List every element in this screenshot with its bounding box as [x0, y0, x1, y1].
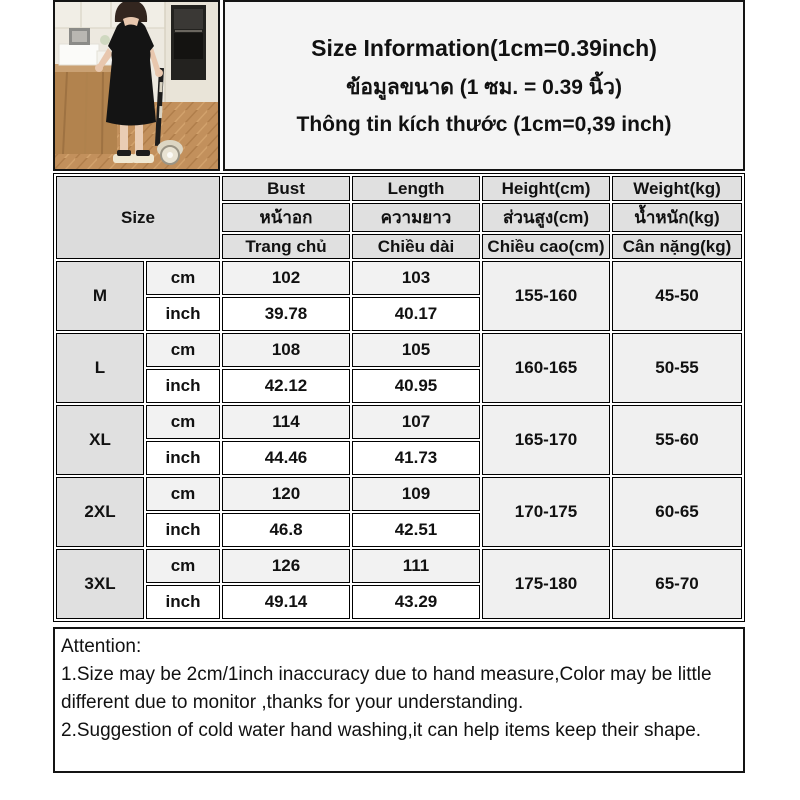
bust-cm-m: 102: [222, 261, 350, 295]
size-corner-cell: Size: [56, 176, 220, 259]
length-cm-xl: 107: [352, 405, 480, 439]
length-cm-3xl: 111: [352, 549, 480, 583]
table-row-m-cm: [56, 261, 742, 295]
attention-note: [53, 627, 745, 773]
height-range-l: 160-165: [482, 333, 610, 403]
product-photo: [53, 0, 220, 171]
unit-cm: cm: [146, 477, 220, 511]
attention-line-2: 2.Suggestion of cold water hand washing,it can help items keep their shape.: [61, 719, 702, 741]
table-row-3xl-cm: [56, 549, 742, 583]
col-head-length-vi: Chiều dài: [352, 234, 480, 259]
height-range-m: 155-160: [482, 261, 610, 331]
unit-inch: inch: [146, 441, 220, 475]
bust-inch-xl: 44.46: [222, 441, 350, 475]
col-head-weight-en: Weight(kg): [612, 176, 742, 201]
size-table: [53, 173, 745, 622]
col-head-weight-vi: Cân nặng(kg): [612, 234, 742, 259]
unit-inch: inch: [146, 297, 220, 331]
bust-cm-l: 108: [222, 333, 350, 367]
size-label-m: M: [56, 261, 144, 331]
size-label-3xl: 3XL: [56, 549, 144, 619]
bust-cm-xl: 114: [222, 405, 350, 439]
col-head-bust-th: หน้าอก: [222, 203, 350, 232]
unit-inch: inch: [146, 369, 220, 403]
height-range-xl: 165-170: [482, 405, 610, 475]
table-row-xl-cm: [56, 405, 742, 439]
unit-cm: cm: [146, 405, 220, 439]
weight-range-m: 45-50: [612, 261, 742, 331]
unit-inch: inch: [146, 585, 220, 619]
product-photo-illustration: [55, 2, 218, 169]
size-label-xl: XL: [56, 405, 144, 475]
col-head-weight-th: น้ำหนัก(kg): [612, 203, 742, 232]
size-label-2xl: 2XL: [56, 477, 144, 547]
length-inch-xl: 41.73: [352, 441, 480, 475]
title-vietnamese: Thông tin kích thước (1cm=0,39 inch): [296, 112, 672, 136]
unit-cm: cm: [146, 261, 220, 295]
length-inch-2xl: 42.51: [352, 513, 480, 547]
col-head-height-vi: Chiều cao(cm): [482, 234, 610, 259]
length-cm-m: 103: [352, 261, 480, 295]
length-cm-l: 105: [352, 333, 480, 367]
height-range-2xl: 170-175: [482, 477, 610, 547]
attention-line-1: 1.Size may be 2cm/1inch inaccuracy due to hand measure,Color may be little different due to monitor ,thanks for your understanding.: [61, 663, 712, 713]
bust-inch-m: 39.78: [222, 297, 350, 331]
unit-cm: cm: [146, 333, 220, 367]
title-thai: ข้อมูลขนาด (1 ซม. = 0.39 นิ้ว): [346, 75, 622, 99]
col-head-length-th: ความยาว: [352, 203, 480, 232]
col-head-height-th: ส่วนสูง(cm): [482, 203, 610, 232]
col-head-length-en: Length: [352, 176, 480, 201]
table-row-l-cm: [56, 333, 742, 367]
bust-inch-2xl: 46.8: [222, 513, 350, 547]
weight-range-xl: 55-60: [612, 405, 742, 475]
length-inch-m: 40.17: [352, 297, 480, 331]
size-label-l: L: [56, 333, 144, 403]
table-header-row-en: [56, 176, 742, 201]
title-english: Size Information(1cm=0.39inch): [311, 34, 657, 61]
weight-range-2xl: 60-65: [612, 477, 742, 547]
length-inch-l: 40.95: [352, 369, 480, 403]
table-row-2xl-cm: [56, 477, 742, 511]
col-head-bust-vi: Trang chủ: [222, 234, 350, 259]
height-range-3xl: 175-180: [482, 549, 610, 619]
col-head-height-en: Height(cm): [482, 176, 610, 201]
col-head-bust-en: Bust: [222, 176, 350, 201]
length-cm-2xl: 109: [352, 477, 480, 511]
bust-inch-3xl: 49.14: [222, 585, 350, 619]
attention-title: Attention:: [61, 636, 142, 657]
weight-range-3xl: 65-70: [612, 549, 742, 619]
top-section: [53, 0, 745, 171]
bust-cm-3xl: 126: [222, 549, 350, 583]
bust-inch-l: 42.12: [222, 369, 350, 403]
size-info-title-panel: [223, 0, 745, 171]
length-inch-3xl: 43.29: [352, 585, 480, 619]
weight-range-l: 50-55: [612, 333, 742, 403]
unit-inch: inch: [146, 513, 220, 547]
bust-cm-2xl: 120: [222, 477, 350, 511]
unit-cm: cm: [146, 549, 220, 583]
